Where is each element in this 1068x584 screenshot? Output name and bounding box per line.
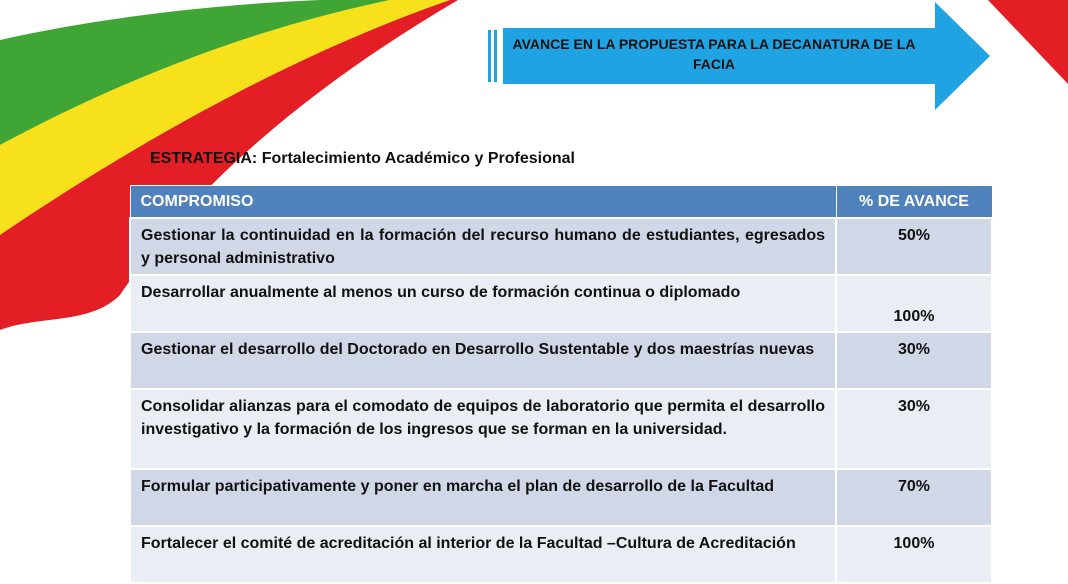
strategy-heading: ESTRATEGIA: Fortalecimiento Académico y Profesional <box>150 150 575 167</box>
progress-cell: 30% <box>836 332 992 389</box>
commitment-cell: Gestionar la continuidad en la formación del recurso humano de estudiantes, egresados y personal administrativo <box>130 218 836 275</box>
banner-title: AVANCE EN LA PROPUESTA PARA LA DECANATURA DE LA FACIA <box>512 36 916 72</box>
commitment-cell: Gestionar el desarrollo del Doctorado en Desarrollo Sustentable y dos maestrías nuevas <box>130 332 836 389</box>
table-row <box>130 469 992 526</box>
commitment-cell: Consolidar alianzas para el comodato de equipos de laboratorio que permita el desarrollo investigativo y la formación de los ingresos que se forman en la universidad. <box>130 389 836 469</box>
progress-table <box>129 185 993 584</box>
table-row <box>130 332 992 389</box>
table-header-row <box>130 186 992 219</box>
header-commitment: COMPROMISO <box>130 186 836 219</box>
commitment-cell: Desarrollar anualmente al menos un curso de formación continua o diplomado <box>130 275 836 332</box>
table-row <box>130 218 992 275</box>
progress-cell: 50% <box>836 218 992 275</box>
banner-bar <box>488 30 491 82</box>
table-row <box>130 389 992 469</box>
header-progress: % DE AVANCE <box>836 186 992 219</box>
corner-red-triangle <box>988 0 1068 84</box>
commitment-cell: Fortalecer el comité de acreditación al interior de la Facultad –Cultura de Acreditación <box>130 526 836 583</box>
table-row <box>130 526 992 583</box>
progress-cell: 100% <box>836 526 992 583</box>
table-row <box>130 275 992 332</box>
progress-cell: 30% <box>836 389 992 469</box>
banner-bar <box>494 30 497 82</box>
progress-cell: 70% <box>836 469 992 526</box>
commitment-cell: Formular participativamente y poner en marcha el plan de desarrollo de la Facultad <box>130 469 836 526</box>
progress-cell: 100% <box>836 275 992 332</box>
